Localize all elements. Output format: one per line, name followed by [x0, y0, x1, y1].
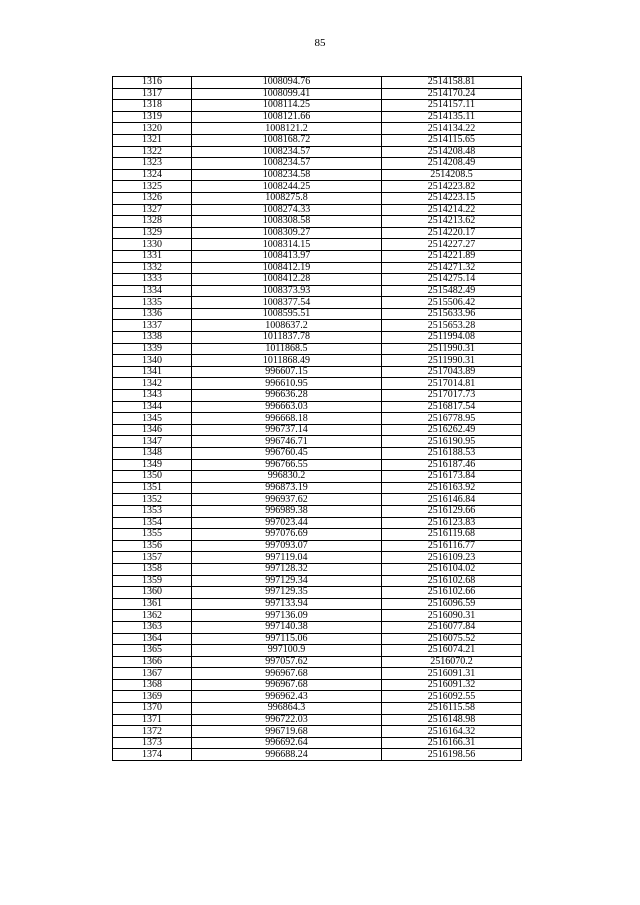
x-coordinate-cell: 996719.68 — [192, 726, 382, 738]
point-number-cell: 1319 — [113, 111, 192, 123]
x-coordinate-cell: 997093.07 — [192, 540, 382, 552]
y-coordinate-cell: 2516109.23 — [382, 552, 522, 564]
y-coordinate-cell: 2517017.73 — [382, 390, 522, 402]
x-coordinate-cell: 1008114.25 — [192, 100, 382, 112]
y-coordinate-cell: 2516115.58 — [382, 703, 522, 715]
table-row — [113, 378, 522, 390]
point-number-cell: 1321 — [113, 134, 192, 146]
point-number-cell: 1329 — [113, 227, 192, 239]
point-number-cell: 1363 — [113, 621, 192, 633]
table-row — [113, 726, 522, 738]
y-coordinate-cell: 2514213.62 — [382, 216, 522, 228]
y-coordinate-cell: 2516129.66 — [382, 505, 522, 517]
y-coordinate-cell: 2516091.32 — [382, 679, 522, 691]
x-coordinate-cell: 1008309.27 — [192, 227, 382, 239]
y-coordinate-cell: 2514220.17 — [382, 227, 522, 239]
x-coordinate-cell: 997115.06 — [192, 633, 382, 645]
table-row — [113, 552, 522, 564]
point-number-cell: 1352 — [113, 494, 192, 506]
y-coordinate-cell: 2516102.66 — [382, 587, 522, 599]
table-row — [113, 123, 522, 135]
x-coordinate-cell: 996937.62 — [192, 494, 382, 506]
x-coordinate-cell: 1008234.58 — [192, 169, 382, 181]
point-number-cell: 1347 — [113, 436, 192, 448]
table-row — [113, 714, 522, 726]
table-row — [113, 100, 522, 112]
y-coordinate-cell: 2516164.32 — [382, 726, 522, 738]
y-coordinate-cell: 2511990.31 — [382, 355, 522, 367]
x-coordinate-cell: 1008121.2 — [192, 123, 382, 135]
table-row — [113, 749, 522, 761]
y-coordinate-cell: 2514157.11 — [382, 100, 522, 112]
x-coordinate-cell: 996967.68 — [192, 668, 382, 680]
y-coordinate-cell: 2515653.28 — [382, 320, 522, 332]
point-number-cell: 1366 — [113, 656, 192, 668]
table-row — [113, 401, 522, 413]
x-coordinate-cell: 1008121.66 — [192, 111, 382, 123]
x-coordinate-cell: 996663.03 — [192, 401, 382, 413]
point-number-cell: 1353 — [113, 505, 192, 517]
table-row — [113, 227, 522, 239]
table-row — [113, 262, 522, 274]
y-coordinate-cell: 2514208.5 — [382, 169, 522, 181]
point-number-cell: 1336 — [113, 308, 192, 320]
point-number-cell: 1365 — [113, 645, 192, 657]
y-coordinate-cell: 2516096.59 — [382, 598, 522, 610]
point-number-cell: 1331 — [113, 250, 192, 262]
y-coordinate-cell: 2517043.89 — [382, 366, 522, 378]
y-coordinate-cell: 2514227.27 — [382, 239, 522, 251]
point-number-cell: 1369 — [113, 691, 192, 703]
table-row — [113, 529, 522, 541]
y-coordinate-cell: 2516817.54 — [382, 401, 522, 413]
y-coordinate-cell: 2515482.49 — [382, 285, 522, 297]
point-number-cell: 1316 — [113, 77, 192, 89]
y-coordinate-cell: 2514135.11 — [382, 111, 522, 123]
x-coordinate-cell: 996760.45 — [192, 448, 382, 460]
y-coordinate-cell: 2515506.42 — [382, 297, 522, 309]
x-coordinate-cell: 1008637.2 — [192, 320, 382, 332]
y-coordinate-cell: 2516119.68 — [382, 529, 522, 541]
point-number-cell: 1334 — [113, 285, 192, 297]
x-coordinate-cell: 1008373.93 — [192, 285, 382, 297]
x-coordinate-cell: 997023.44 — [192, 517, 382, 529]
x-coordinate-cell: 996962.43 — [192, 691, 382, 703]
table-row — [113, 575, 522, 587]
point-number-cell: 1356 — [113, 540, 192, 552]
x-coordinate-cell: 1011868.49 — [192, 355, 382, 367]
y-coordinate-cell: 2516166.31 — [382, 737, 522, 749]
point-number-cell: 1354 — [113, 517, 192, 529]
table-row — [113, 737, 522, 749]
point-number-cell: 1350 — [113, 471, 192, 483]
table-row — [113, 413, 522, 425]
y-coordinate-cell: 2514158.81 — [382, 77, 522, 89]
y-coordinate-cell: 2516262.49 — [382, 424, 522, 436]
x-coordinate-cell: 997057.62 — [192, 656, 382, 668]
x-coordinate-cell: 1008275.8 — [192, 192, 382, 204]
point-number-cell: 1338 — [113, 332, 192, 344]
point-number-cell: 1370 — [113, 703, 192, 715]
table-row — [113, 297, 522, 309]
table-row — [113, 355, 522, 367]
y-coordinate-cell: 2516070.2 — [382, 656, 522, 668]
x-coordinate-cell: 1008099.41 — [192, 88, 382, 100]
x-coordinate-cell: 1008168.72 — [192, 134, 382, 146]
x-coordinate-cell: 996766.55 — [192, 459, 382, 471]
y-coordinate-cell: 2514208.49 — [382, 158, 522, 170]
x-coordinate-cell: 1008412.19 — [192, 262, 382, 274]
table-row — [113, 459, 522, 471]
point-number-cell: 1324 — [113, 169, 192, 181]
y-coordinate-cell: 2516077.84 — [382, 621, 522, 633]
point-number-cell: 1328 — [113, 216, 192, 228]
x-coordinate-cell: 1008308.58 — [192, 216, 382, 228]
x-coordinate-cell: 1008244.25 — [192, 181, 382, 193]
y-coordinate-cell: 2516188.53 — [382, 448, 522, 460]
y-coordinate-cell: 2516102.68 — [382, 575, 522, 587]
y-coordinate-cell: 2514134.22 — [382, 123, 522, 135]
point-number-cell: 1348 — [113, 448, 192, 460]
point-number-cell: 1349 — [113, 459, 192, 471]
point-number-cell: 1322 — [113, 146, 192, 158]
point-number-cell: 1320 — [113, 123, 192, 135]
x-coordinate-cell: 996722.03 — [192, 714, 382, 726]
point-number-cell: 1346 — [113, 424, 192, 436]
table-row — [113, 517, 522, 529]
x-coordinate-cell: 997136.09 — [192, 610, 382, 622]
point-number-cell: 1372 — [113, 726, 192, 738]
point-number-cell: 1332 — [113, 262, 192, 274]
y-coordinate-cell: 2516116.77 — [382, 540, 522, 552]
point-number-cell: 1371 — [113, 714, 192, 726]
point-number-cell: 1333 — [113, 274, 192, 286]
table-row — [113, 192, 522, 204]
x-coordinate-cell: 997076.69 — [192, 529, 382, 541]
x-coordinate-cell: 997129.35 — [192, 587, 382, 599]
x-coordinate-cell: 996989.38 — [192, 505, 382, 517]
table-row — [113, 436, 522, 448]
x-coordinate-cell: 1008314.15 — [192, 239, 382, 251]
table-row — [113, 424, 522, 436]
y-coordinate-cell: 2516190.95 — [382, 436, 522, 448]
table-row — [113, 598, 522, 610]
coordinates-table — [112, 76, 522, 761]
y-coordinate-cell: 2516074.21 — [382, 645, 522, 657]
table-row — [113, 540, 522, 552]
y-coordinate-cell: 2514115.65 — [382, 134, 522, 146]
x-coordinate-cell: 1008234.57 — [192, 146, 382, 158]
table-row — [113, 633, 522, 645]
point-number-cell: 1335 — [113, 297, 192, 309]
point-number-cell: 1357 — [113, 552, 192, 564]
table-row — [113, 587, 522, 599]
x-coordinate-cell: 1011868.5 — [192, 343, 382, 355]
x-coordinate-cell: 1008595.51 — [192, 308, 382, 320]
point-number-cell: 1355 — [113, 529, 192, 541]
y-coordinate-cell: 2514275.14 — [382, 274, 522, 286]
table-row — [113, 645, 522, 657]
x-coordinate-cell: 996864.3 — [192, 703, 382, 715]
x-coordinate-cell: 1008274.33 — [192, 204, 382, 216]
point-number-cell: 1330 — [113, 239, 192, 251]
x-coordinate-cell: 996688.24 — [192, 749, 382, 761]
table-row — [113, 88, 522, 100]
table-row — [113, 656, 522, 668]
y-coordinate-cell: 2516146.84 — [382, 494, 522, 506]
table-row — [113, 204, 522, 216]
y-coordinate-cell: 2511990.31 — [382, 343, 522, 355]
table-row — [113, 668, 522, 680]
table-row — [113, 308, 522, 320]
x-coordinate-cell: 996873.19 — [192, 482, 382, 494]
x-coordinate-cell: 1008413.97 — [192, 250, 382, 262]
y-coordinate-cell: 2516778.95 — [382, 413, 522, 425]
table-row — [113, 343, 522, 355]
table-row — [113, 146, 522, 158]
y-coordinate-cell: 2516187.46 — [382, 459, 522, 471]
table-row — [113, 111, 522, 123]
point-number-cell: 1325 — [113, 181, 192, 193]
coordinates-table-body — [113, 77, 522, 761]
y-coordinate-cell: 2517014.81 — [382, 378, 522, 390]
y-coordinate-cell: 2515633.96 — [382, 308, 522, 320]
point-number-cell: 1317 — [113, 88, 192, 100]
x-coordinate-cell: 997128.32 — [192, 563, 382, 575]
x-coordinate-cell: 996746.71 — [192, 436, 382, 448]
point-number-cell: 1359 — [113, 575, 192, 587]
y-coordinate-cell: 2514221.89 — [382, 250, 522, 262]
point-number-cell: 1374 — [113, 749, 192, 761]
table-row — [113, 274, 522, 286]
point-number-cell: 1351 — [113, 482, 192, 494]
y-coordinate-cell: 2516173.84 — [382, 471, 522, 483]
y-coordinate-cell: 2516163.92 — [382, 482, 522, 494]
x-coordinate-cell: 996830.2 — [192, 471, 382, 483]
table-row — [113, 332, 522, 344]
table-row — [113, 448, 522, 460]
y-coordinate-cell: 2514170.24 — [382, 88, 522, 100]
x-coordinate-cell: 1008412.28 — [192, 274, 382, 286]
point-number-cell: 1340 — [113, 355, 192, 367]
x-coordinate-cell: 997133.94 — [192, 598, 382, 610]
point-number-cell: 1358 — [113, 563, 192, 575]
table-row — [113, 621, 522, 633]
page-number: 85 — [314, 37, 326, 49]
point-number-cell: 1360 — [113, 587, 192, 599]
x-coordinate-cell: 1008094.76 — [192, 77, 382, 89]
point-number-cell: 1318 — [113, 100, 192, 112]
table-row — [113, 134, 522, 146]
x-coordinate-cell: 996967.68 — [192, 679, 382, 691]
y-coordinate-cell: 2516123.83 — [382, 517, 522, 529]
table-row — [113, 703, 522, 715]
x-coordinate-cell: 997100.9 — [192, 645, 382, 657]
x-coordinate-cell: 1008234.57 — [192, 158, 382, 170]
x-coordinate-cell: 996636.28 — [192, 390, 382, 402]
point-number-cell: 1345 — [113, 413, 192, 425]
point-number-cell: 1327 — [113, 204, 192, 216]
table-row — [113, 320, 522, 332]
table-row — [113, 505, 522, 517]
y-coordinate-cell: 2511994.08 — [382, 332, 522, 344]
y-coordinate-cell: 2516090.31 — [382, 610, 522, 622]
table-row — [113, 285, 522, 297]
point-number-cell: 1341 — [113, 366, 192, 378]
x-coordinate-cell: 996610.95 — [192, 378, 382, 390]
y-coordinate-cell: 2516092.55 — [382, 691, 522, 703]
x-coordinate-cell: 996737.14 — [192, 424, 382, 436]
y-coordinate-cell: 2514208.48 — [382, 146, 522, 158]
x-coordinate-cell: 996668.18 — [192, 413, 382, 425]
x-coordinate-cell: 997119.04 — [192, 552, 382, 564]
table-row — [113, 679, 522, 691]
x-coordinate-cell: 997129.34 — [192, 575, 382, 587]
table-row — [113, 563, 522, 575]
point-number-cell: 1368 — [113, 679, 192, 691]
table-row — [113, 181, 522, 193]
y-coordinate-cell: 2514214.22 — [382, 204, 522, 216]
point-number-cell: 1342 — [113, 378, 192, 390]
x-coordinate-cell: 996607.15 — [192, 366, 382, 378]
point-number-cell: 1326 — [113, 192, 192, 204]
point-number-cell: 1362 — [113, 610, 192, 622]
y-coordinate-cell: 2514223.82 — [382, 181, 522, 193]
y-coordinate-cell: 2514223.15 — [382, 192, 522, 204]
point-number-cell: 1361 — [113, 598, 192, 610]
x-coordinate-cell: 1008377.54 — [192, 297, 382, 309]
table-row — [113, 216, 522, 228]
x-coordinate-cell: 1011837.78 — [192, 332, 382, 344]
table-row — [113, 169, 522, 181]
y-coordinate-cell: 2514271.32 — [382, 262, 522, 274]
point-number-cell: 1367 — [113, 668, 192, 680]
y-coordinate-cell: 2516198.56 — [382, 749, 522, 761]
x-coordinate-cell: 996692.64 — [192, 737, 382, 749]
table-row — [113, 390, 522, 402]
table-row — [113, 494, 522, 506]
point-number-cell: 1364 — [113, 633, 192, 645]
x-coordinate-cell: 997140.38 — [192, 621, 382, 633]
point-number-cell: 1373 — [113, 737, 192, 749]
y-coordinate-cell: 2516075.52 — [382, 633, 522, 645]
y-coordinate-cell: 2516091.31 — [382, 668, 522, 680]
point-number-cell: 1337 — [113, 320, 192, 332]
table-row — [113, 482, 522, 494]
table-row — [113, 366, 522, 378]
table-row — [113, 691, 522, 703]
table-row — [113, 77, 522, 89]
table-row — [113, 158, 522, 170]
point-number-cell: 1343 — [113, 390, 192, 402]
y-coordinate-cell: 2516148.98 — [382, 714, 522, 726]
y-coordinate-cell: 2516104.02 — [382, 563, 522, 575]
point-number-cell: 1344 — [113, 401, 192, 413]
table-row — [113, 610, 522, 622]
table-row — [113, 239, 522, 251]
table-row — [113, 471, 522, 483]
table-row — [113, 250, 522, 262]
point-number-cell: 1323 — [113, 158, 192, 170]
point-number-cell: 1339 — [113, 343, 192, 355]
